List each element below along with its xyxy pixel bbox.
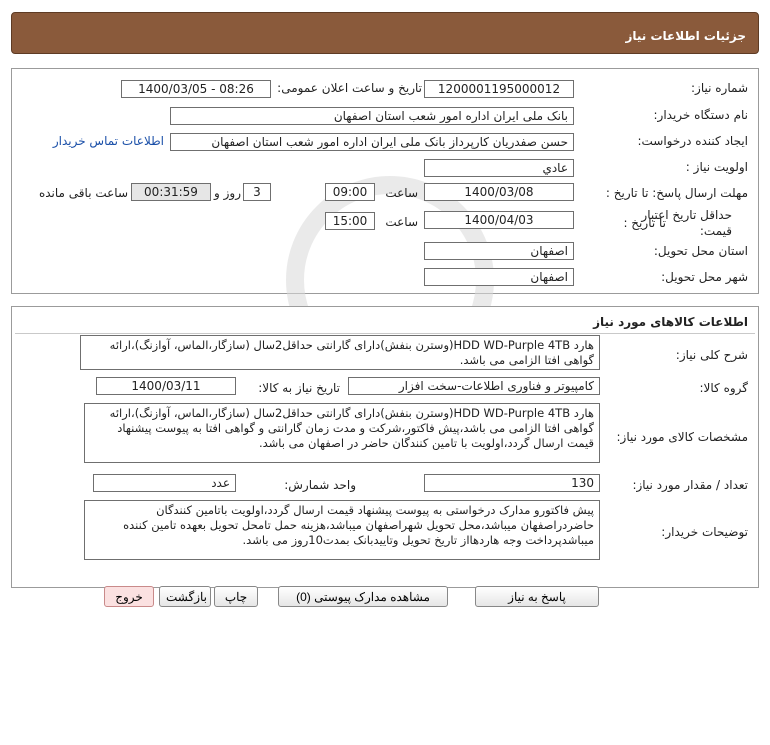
remaining-time-field: 00:31:59 <box>131 183 211 201</box>
days-label: روز و <box>214 186 241 200</box>
priority-field: عادي <box>424 159 574 177</box>
specs-field: هارد HDD WD-Purple 4TB(وسترن بنفش)دارای گارانتی حداقل2سال (سازگار،الماس، آوازنگ)،ارائه گواهی افتا الزامی می باشد،پیش فاکتور،شرکت و مدت زمان گارانتی و گواهی افتا به پیوست پیشنهاد قیمت ارسال گردد،اولویت با تامین کنندگان حاضر در اصفهان می باشد. <box>84 403 600 463</box>
need-date-label: تاریخ نیاز به کالا: <box>258 381 340 395</box>
days-field: 3 <box>243 183 271 201</box>
city-label: شهر محل تحویل: <box>661 270 748 284</box>
buyer-field: بانک ملی ایران اداره امور شعب استان اصفهان <box>170 107 574 125</box>
deadline-label: مهلت ارسال پاسخ: تا تاریخ : <box>605 186 748 200</box>
group-field: کامپیوتر و فناوری اطلاعات-سخت افزار <box>348 377 600 395</box>
summary-field: هارد HDD WD-Purple 4TB(وسترن بنفش)دارای گارانتی حداقل2سال (سازگار،الماس، آوازنگ)،ارائه گواهی افتا الزامی می باشد. <box>80 335 600 370</box>
unit-field: عدد <box>93 474 236 492</box>
group-label: گروه کالا: <box>699 381 748 395</box>
city-field: اصفهان <box>424 268 574 286</box>
province-label: استان محل تحویل: <box>653 244 748 258</box>
page-header <box>11 12 759 54</box>
details-panel <box>11 68 759 294</box>
deadline-time-field: 09:00 <box>325 183 375 201</box>
need-date-field: 1400/03/11 <box>96 377 236 395</box>
goods-section-title: اطلاعات کالاهای مورد نیاز <box>593 315 748 329</box>
creator-label: ایجاد کننده درخواست: <box>637 134 748 148</box>
page-title: جزئیات اطلاعات نیاز <box>625 29 746 43</box>
goods-title-divider <box>15 333 755 334</box>
exit-button[interactable]: خروج <box>104 586 154 607</box>
deadline-date-field: 1400/03/08 <box>424 183 574 201</box>
back-button[interactable]: بازگشت <box>159 586 211 607</box>
validity-until-label: تا تاریخ : <box>623 216 666 230</box>
qty-field: 130 <box>424 474 600 492</box>
validity-label-line1: حداقل تاریخ اعتبار <box>641 208 732 222</box>
province-field: اصفهان <box>424 242 574 260</box>
validity-time-field: 15:00 <box>325 212 375 230</box>
need-number-label: شماره نیاز: <box>691 81 748 95</box>
remaining-label: ساعت باقی مانده <box>38 186 128 200</box>
qty-label: تعداد / مقدار مورد نیاز: <box>632 478 748 492</box>
specs-label: مشخصات کالای مورد نیاز: <box>616 430 748 444</box>
unit-label: واحد شمارش: <box>284 478 356 492</box>
priority-label: اولویت نیاز : <box>685 160 748 174</box>
announce-label: تاریخ و ساعت اعلان عمومی: <box>277 81 422 95</box>
validity-date-field: 1400/04/03 <box>424 211 574 229</box>
summary-label: شرح کلی نیاز: <box>675 348 748 362</box>
notes-label: توضیحات خریدار: <box>661 525 748 539</box>
reply-button[interactable]: پاسخ به نیاز <box>475 586 599 607</box>
validity-time-label: ساعت <box>385 215 418 229</box>
validity-label-line2: قیمت: <box>699 224 732 238</box>
need-number-field: 1200001195000012 <box>424 80 574 98</box>
deadline-time-label: ساعت <box>385 186 418 200</box>
buyer-contact-link[interactable]: اطلاعات تماس خریدار <box>52 134 164 148</box>
attachments-button[interactable]: مشاهده مدارک پیوستی (0) <box>278 586 448 607</box>
print-button[interactable]: چاپ <box>214 586 258 607</box>
notes-field: پیش فاکتورو مدارک درخواستی به پیوست پیشنهاد قیمت ارسال گردد،اولویت باتامین کنندگان حاضردراصفهان میباشد،محل تحویل شهراصفهان میباشد،هزینه حمل تامحل تحویل بعهده تامین کننده میباشدپرداخت وجه هاردهااز تاریخ تحویل وتاییدبانک بمدت10روز می باشد. <box>84 500 600 560</box>
creator-field: حسن صفدریان کارپرداز بانک ملی ایران اداره امور شعب استان اصفهان <box>170 133 574 151</box>
announce-field: 1400/03/05 - 08:26 <box>121 80 271 98</box>
buyer-label: نام دستگاه خریدار: <box>653 108 748 122</box>
